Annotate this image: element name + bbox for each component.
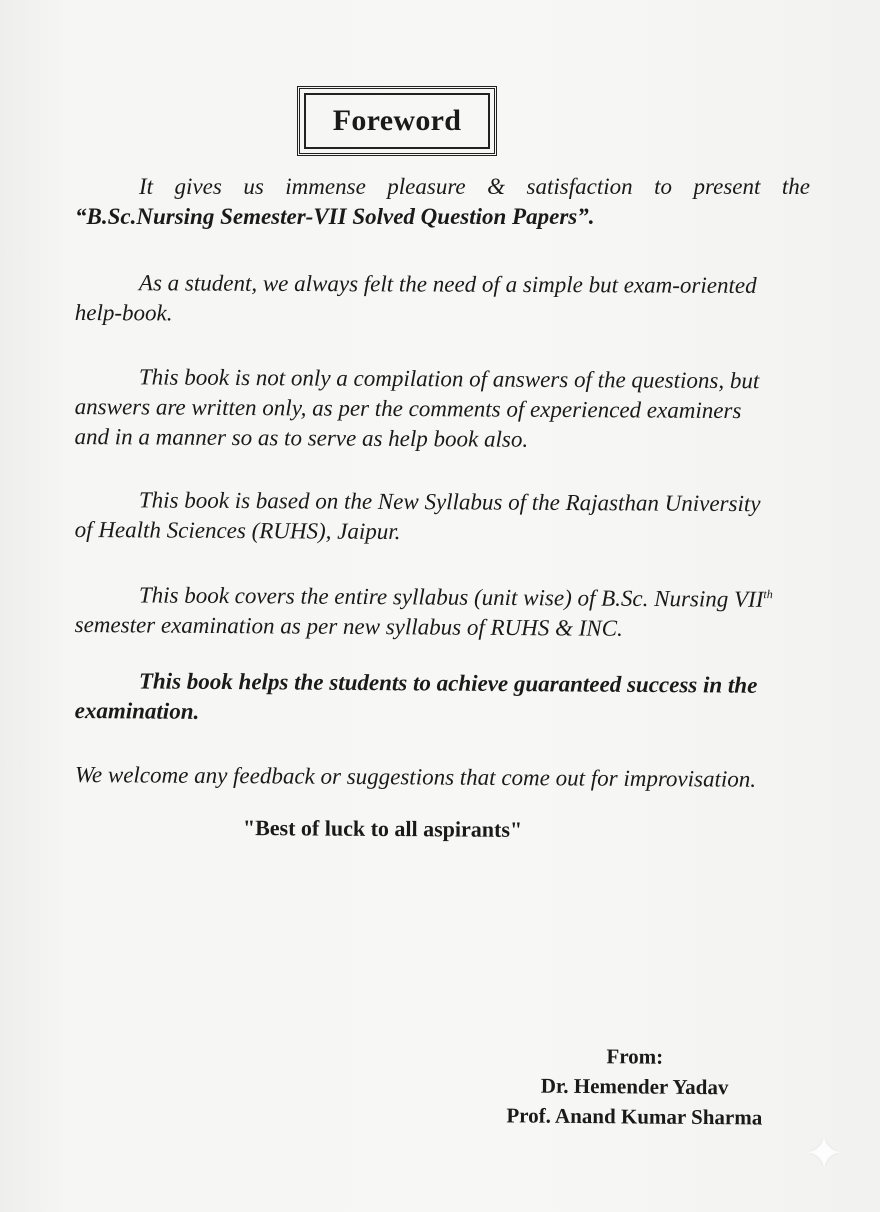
paragraph-success-line-1: This book helps the students to achieve guaranteed success in the — [138, 668, 758, 698]
paragraph-need-line-1: As a student, we always felt the need of a simple but exam-oriented — [138, 270, 757, 298]
signature-author-2: Prof. Anand Kumar Sharma — [506, 1103, 763, 1130]
paragraph-coverage — [75, 580, 810, 645]
paragraph-success-line-2: examination. — [74, 697, 200, 724]
paragraph-compilation — [74, 362, 810, 456]
signature-block — [469, 1040, 800, 1133]
superscript-th: th — [763, 587, 773, 602]
title-frame — [297, 86, 497, 156]
paragraph-need-line-2: help-book. — [74, 299, 173, 326]
paragraph-need — [75, 268, 810, 331]
paragraph-feedback-line-1: We welcome any feedback or suggestions that come out for improvisation. — [74, 761, 757, 792]
paragraph-intro-line-2: “B.Sc.Nursing Semester-VII Solved Question Papers”. — [75, 204, 595, 229]
paragraph-compilation-line-3: and in a manner so as to serve as help book also. — [74, 423, 529, 452]
sparkle-icon: ✦ — [804, 1128, 844, 1179]
paragraph-syllabus-line-2: of Health Sciences (RUHS), Jaipur. — [74, 516, 401, 544]
paragraph-coverage-line-1: This book covers the entire syllabus (unit wise) of B.Sc. Nursing VII — [138, 582, 764, 612]
closing-wish: "Best of luck to all aspirants" — [242, 815, 523, 842]
paragraph-coverage-line-2: semester examination as per new syllabus of RUHS & INC. — [74, 611, 623, 641]
paragraph-intro-line-1: It gives us immense pleasure & satisfaction to present the — [139, 174, 810, 199]
paragraph-feedback — [75, 760, 810, 795]
paragraph-success — [75, 666, 810, 731]
signature-author-1: Dr. Hemender Yadav — [540, 1073, 729, 1100]
paragraph-compilation-line-1: This book is not only a compilation of answers of the questions, but — [138, 364, 760, 394]
paragraph-compilation-line-2: answers are written only, as per the comments of experienced examiners — [74, 393, 742, 424]
paragraph-intro — [75, 172, 810, 232]
paragraph-syllabus-line-1: This book is based on the New Syllabus of the Rajasthan University — [138, 487, 761, 517]
page-title: Foreword — [304, 93, 490, 149]
paragraph-syllabus — [75, 485, 810, 549]
signature-from: From: — [606, 1044, 664, 1069]
